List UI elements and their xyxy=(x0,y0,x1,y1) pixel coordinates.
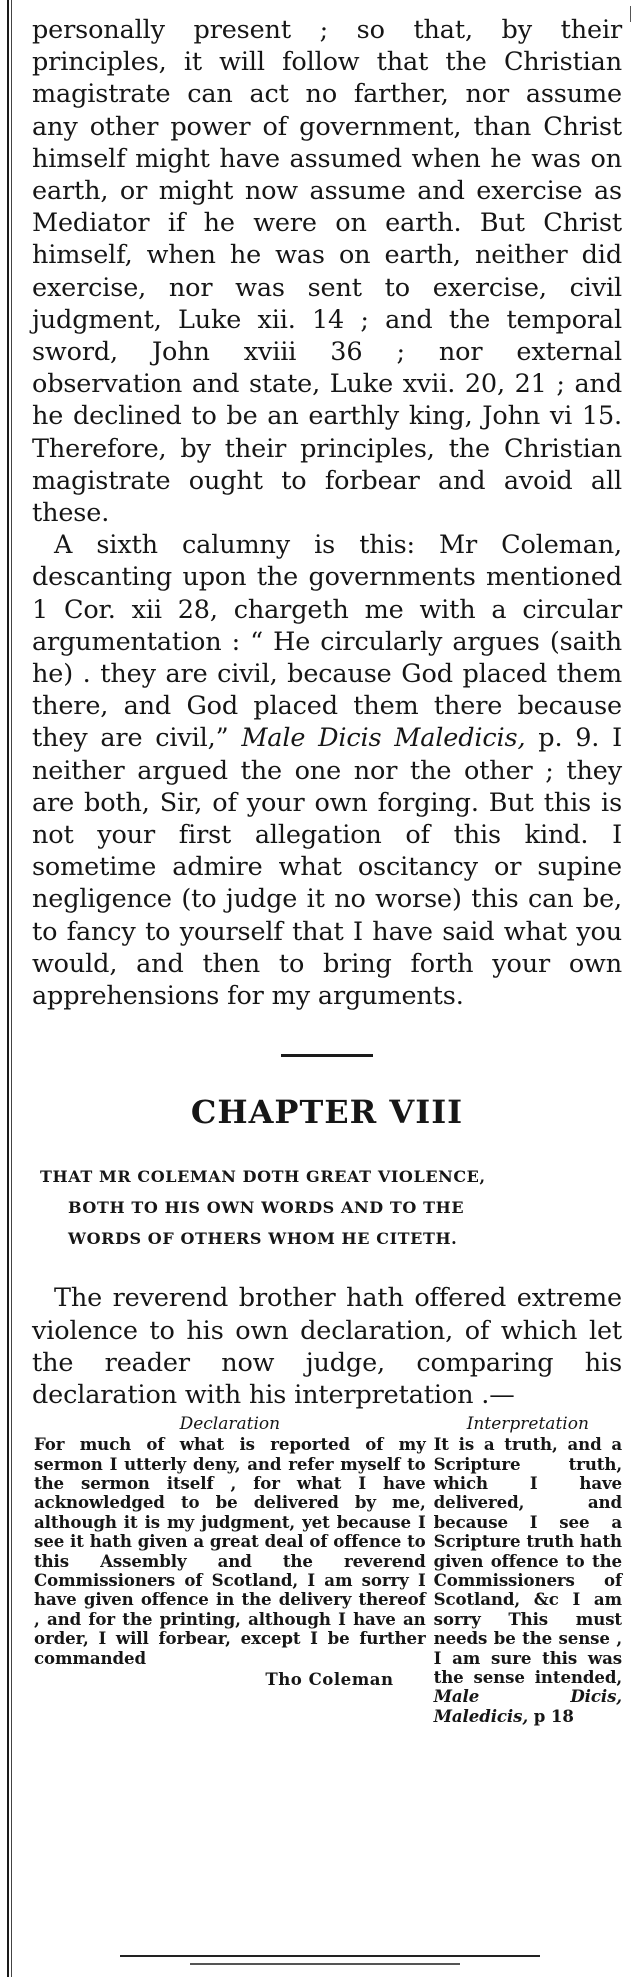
page-border-left-inner xyxy=(11,0,12,1977)
interpretation-citation: Male Dicis, Maledicis, xyxy=(433,1686,622,1726)
document-page xyxy=(32,14,622,1726)
chapter-title: CHAPTER VIII xyxy=(190,1093,464,1132)
declaration-signer: Tho Coleman xyxy=(265,1668,394,1689)
bottom-rule-lower xyxy=(190,1963,460,1965)
bottom-rule xyxy=(120,1955,540,1957)
interpretation-text-1: It is a truth, and a Scripture truth, which I have delivered, and because I see a Scripture truth hath given offence to the Commissioners of Scotland, &c I am sorry This must needs be the sense , I am sure this was the sense intended, xyxy=(433,1434,622,1687)
interpretation-text-2: p 18 xyxy=(533,1705,574,1726)
page-border-left xyxy=(7,0,9,1977)
sixth-calumny-paragraph xyxy=(32,529,622,1012)
interpretation-text xyxy=(434,1435,622,1726)
top-paragraph-text: personally present ; so that, by their principles, it will follow that the Christian magistrate can act no farther, nor assume any other power of government, than Christ himself might have assumed when he was on earth, or might now assume and exercise as Mediator if he were on earth. But Christ himself, when he was on earth, neither did exercise, nor was sent to exercise, civil judgment, Luke xii. 14 ; and the temporal sword, John xviii 36 ; nor external observation and state, Luke xvii. 20, 21 ; and he declined to be an earthly king, John vi 15. Therefore, by their principles, the Christian magistrate ought to forbear and avoid all these. xyxy=(32,15,622,529)
top-paragraph xyxy=(32,14,622,529)
section-divider xyxy=(281,1054,373,1057)
sixth-calumny-text-1: A sixth calumny is this: Mr Coleman, descanting upon the governments mentioned 1 Cor. xii 28, chargeth me with a circular argumentation : “ He circularly argues (saith he) . they are civil, because God placed them there, and God placed them there because they are civil,” xyxy=(32,530,622,754)
chapter-subtitle xyxy=(40,1161,622,1254)
declaration-text: For much of what is reported of my sermon I utterly deny, and refer myself to the sermon itself , for what I have acknowledged to be delivered by me, although it is my judgment, yet because I see it hath given a great deal of offence to this Assembly and the reverend Commissioners of Scotland, I am sorry I have given offence in the delivery thereof , and for the printing, although I have an order, I will forbear, except I be further commanded xyxy=(34,1434,426,1668)
comparison-columns xyxy=(32,1413,622,1726)
chapter-subtitle-line-1: THAT MR COLEMAN DOTH GREAT VIOLENCE, xyxy=(40,1167,486,1187)
sixth-calumny-text-2: p. 9. I neither argued the one nor the other ; they are both, Sir, of your own forging. But this is not your first allegation of this kind. I sometime admire what oscitancy or supine negligence (to judge it no worse) this can be, to fancy to yourself that I have said what you would, and then to bring forth your own apprehensions for my arguments. xyxy=(32,723,622,1012)
interpretation-heading: Interpretation xyxy=(466,1414,589,1435)
sixth-calumny-citation: Male Dicis Maledicis, xyxy=(241,723,526,754)
chapter-subtitle-line-2: BOTH TO HIS OWN WORDS AND TO THE xyxy=(68,1198,465,1218)
declaration-heading: Declaration xyxy=(179,1414,281,1435)
intro-paragraph: The reverend brother hath offered extreme violence to his own declaration, of which let the reader now judge, comparing his declaration with his interpretation .— xyxy=(32,1283,622,1410)
page-border-right-mark xyxy=(630,6,631,22)
chapter-subtitle-line-3: WORDS OF OTHERS WHOM HE CITETH. xyxy=(68,1229,458,1249)
declaration-column xyxy=(32,1413,426,1726)
interpretation-column xyxy=(434,1413,622,1726)
